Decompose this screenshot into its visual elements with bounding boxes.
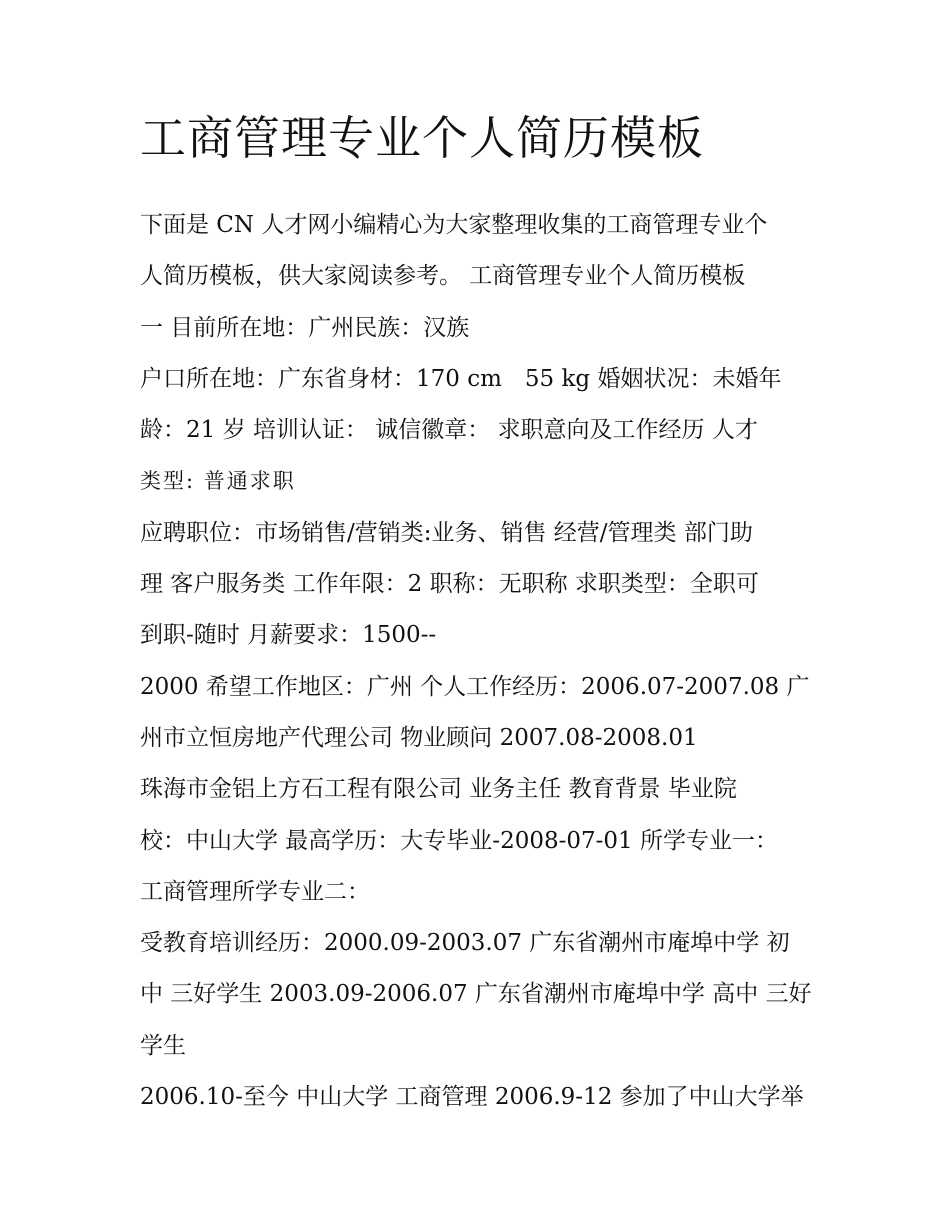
body-line: 州市立恒房地产代理公司 物业顾问 2007.08-2008.01: [140, 724, 698, 751]
body-line: 中 三好学生 2003.09-2006.07 广东省潮州市庵埠中学 高中 三好: [140, 981, 812, 1008]
body-line: 工商管理所学专业二：: [140, 878, 370, 905]
document-title: 工商管理专业个人简历模板: [140, 111, 704, 165]
body-line: 下面是 CN 人才网小编精心为大家整理收集的工商管理专业个: [140, 212, 768, 238]
body-line: 到职-随时 月薪要求：1500--: [140, 622, 437, 649]
body-line: 受教育培训经历：2000.09-2003.07 广东省潮州市庵埠中学 初: [140, 930, 790, 957]
body-line: 校：中山大学 最高学历：大专毕业-2008-07-01 所学专业一：: [140, 827, 779, 854]
body-line: 户口所在地：广东省身材：170 cm 55 kg 婚姻状况：未婚年: [140, 365, 782, 392]
body-line: 一 目前所在地：广州民族：汉族: [140, 314, 470, 341]
body-line: 理 客户服务类 工作年限：2 职称：无职称 求职类型：全职可: [140, 571, 759, 598]
body-line: 学生: [140, 1032, 186, 1059]
body-line: 应聘职位：市场销售/营销类:业务、销售 经营/管理类 部门助: [140, 519, 753, 546]
body-line: 2000 希望工作地区：广州 个人工作经历：2006.07-2007.08 广: [140, 673, 810, 700]
document-body: [140, 200, 820, 1123]
body-line: 2006.10-至今 中山大学 工商管理 2006.9-12 参加了中山大学举: [140, 1084, 804, 1111]
body-line: 龄：21 岁 培训认证： 诚信徽章： 求职意向及工作经历 人才: [140, 417, 758, 444]
body-line: 类型: 普通求职: [140, 469, 296, 494]
body-line: 人简历模板，供大家阅读参考。 工商管理专业个人简历模板: [140, 263, 746, 290]
body-line: 珠海市金铝上方石工程有限公司 业务主任 教育背景 毕业院: [140, 776, 737, 803]
